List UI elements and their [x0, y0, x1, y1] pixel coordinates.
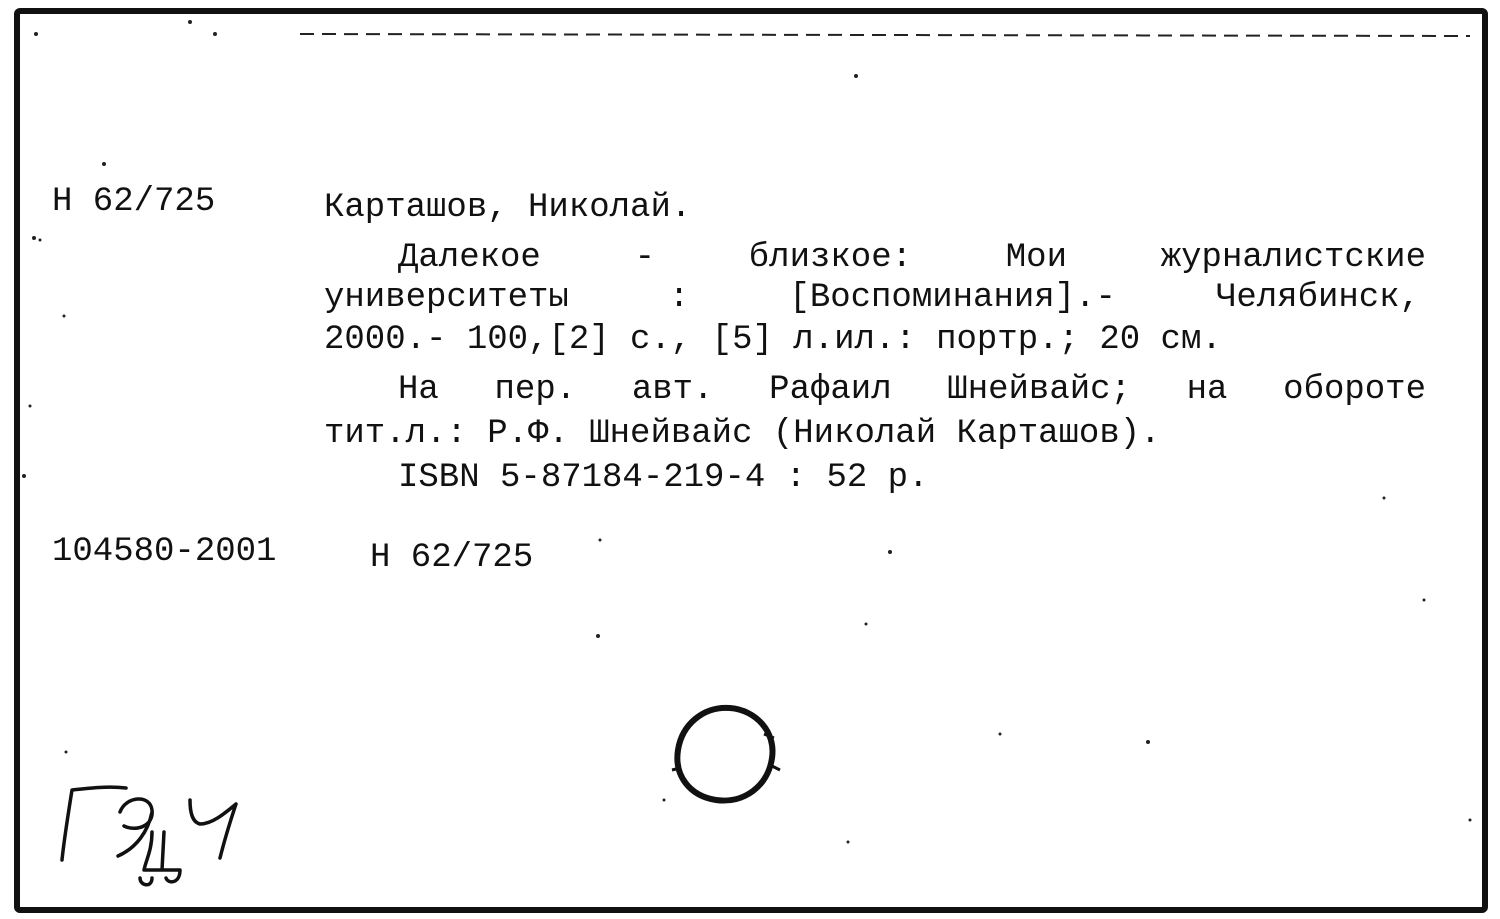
- publication-line: 2000.- 100,[2] с., [5] л.ил.: портр.; 20 см.: [324, 321, 1222, 359]
- author-heading: Карташов, Николай.: [324, 189, 692, 227]
- title-line-2: университеты : [Воспоминания].- Челябинск,: [324, 279, 1420, 317]
- call-number-bottom: Н 62/725: [370, 539, 534, 577]
- call-number: Н 62/725: [52, 183, 216, 221]
- title-line-1: Далекое - близкое: Мои журналистские: [398, 239, 1426, 277]
- isbn-line: ISBN 5-87184-219-4 : 52 р.: [398, 459, 929, 497]
- note-line-2: тит.л.: Р.Ф. Шнейвайс (Николай Карташов).: [324, 415, 1161, 453]
- handwritten-mark: [40, 760, 260, 890]
- accession-number: 104580-2001: [52, 533, 277, 571]
- note-line-1: На пер. авт. Рафаил Шнейвайс; на обороте: [398, 371, 1426, 409]
- punch-hole: [660, 696, 790, 816]
